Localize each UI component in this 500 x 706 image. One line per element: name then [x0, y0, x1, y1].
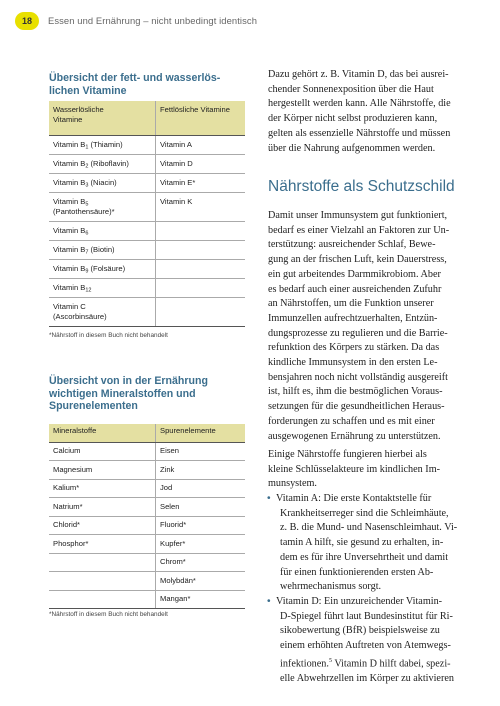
mineral-cell: Calcium [49, 442, 156, 461]
water-soluble-cell: Vitamin $B_5$ (Pantothensäure)* [49, 192, 156, 221]
mineral-cell [49, 553, 156, 572]
table-row [49, 154, 245, 173]
mineral-cell: Kalium* [49, 479, 156, 498]
fat-soluble-cell [156, 240, 246, 259]
column-header-minerals: Mineralstoffe [49, 424, 156, 442]
table-row [49, 221, 245, 240]
fat-soluble-cell [156, 297, 246, 326]
mineral-cell: Phosphor* [49, 535, 156, 554]
bullet-icon: • [267, 493, 271, 504]
trace-element-cell: Jod [156, 479, 246, 498]
running-head: Essen und Ernährung – nicht unbedingt identisch [48, 15, 258, 26]
footnote-reference: 5 [328, 657, 332, 664]
fat-soluble-cell: Vitamin K [156, 192, 246, 221]
mineral-cell [49, 590, 156, 609]
table-row [49, 259, 245, 278]
section-heading: Nährstoffe als Schutzschild [268, 178, 455, 195]
table-row [49, 297, 245, 326]
table-row [49, 535, 245, 554]
table-row [49, 516, 245, 535]
page-number: 18 [15, 12, 39, 30]
fat-soluble-cell: Vitamin D [156, 154, 246, 173]
column-header-trace-elements: Spurenelemente [156, 424, 246, 442]
mineral-cell [49, 572, 156, 591]
trace-element-cell: Fluorid* [156, 516, 246, 535]
fat-soluble-cell: Vitamin A [156, 135, 246, 154]
water-soluble-cell: Vitamin $B_3$ (Niacin) [49, 173, 156, 192]
page-header [0, 0, 500, 34]
table-row [49, 461, 245, 480]
trace-element-cell: Eisen [156, 442, 246, 461]
table-row [49, 135, 245, 154]
table-row [49, 479, 245, 498]
water-soluble-cell: Vitamin $B_9$ (Folsäure) [49, 259, 156, 278]
intro-paragraph: Dazu gehört z. B. Vitamin D, das bei ausrei- chender Sonnenexposition über die Haut hergestellt werden kann. Alle Nährstoffe, die der Körper nicht selbst produzieren kann, gelten als essenzielle Nährstoffe und müssen über die Nahrung aufgenommen werden. [268, 69, 451, 154]
trace-element-cell: Zink [156, 461, 246, 480]
minerals-table-title: Übersicht von in der Ernährung wichtigen Mineralstoffen und Spurenelementen [49, 375, 208, 412]
column-header-fat-soluble: Fettlösliche Vitamine [156, 101, 246, 135]
minerals-footnote: *Nährstoff in diesem Buch nicht behandelt [49, 611, 168, 618]
minerals-table [49, 424, 245, 609]
vitamins-table-title: Übersicht der fett- und wasserlös- lichen Vitamine [49, 72, 221, 97]
table-row [49, 173, 245, 192]
water-soluble-cell: Vitamin C (Ascorbinsäure) [49, 297, 156, 326]
table-row [49, 498, 245, 517]
trace-element-cell: Mangan* [156, 590, 246, 609]
fat-soluble-cell [156, 259, 246, 278]
paragraph-key-nutrients: Einige Nährstoffe fungieren hierbei als kleine Schlüsselakteure im kindlichen Im- munsystem. [268, 449, 441, 490]
water-soluble-cell: Vitamin $B_1$ (Thiamin) [49, 135, 156, 154]
table-row [49, 442, 245, 461]
mineral-cell: Natrium* [49, 498, 156, 517]
table-row [49, 192, 245, 221]
trace-element-cell: Molybdän* [156, 572, 246, 591]
water-soluble-cell: Vitamin $B_2$ (Riboflavin) [49, 154, 156, 173]
table-row [49, 278, 245, 297]
fat-soluble-cell [156, 278, 246, 297]
bullet-vitamin-d: • Vitamin D: Ein unzureichender Vitamin- D-Spiegel führt laut Bundesinstitut für Ri- sikobewertung (BfR) beispielsweise zu einem erhöhten Auftreten von Atemwegs- infektionen.$^5$ Vitamin D hilft dabei, spezi- elle Abwehrzellen im Körper zu aktivieren [267, 596, 454, 684]
trace-element-cell: Kupfer* [156, 535, 246, 554]
mineral-cell: Magnesium [49, 461, 156, 480]
column-header-water-soluble: Wasserlösliche Vitamine [49, 101, 156, 135]
table-row [49, 590, 245, 609]
fat-soluble-cell: Vitamin E* [156, 173, 246, 192]
table-row [49, 553, 245, 572]
water-soluble-cell: Vitamin $B_6$ [49, 221, 156, 240]
bullet-icon: • [267, 596, 271, 607]
water-soluble-cell: Vitamin $B_7$ (Biotin) [49, 240, 156, 259]
vitamins-table [49, 101, 245, 327]
fat-soluble-cell [156, 221, 246, 240]
paragraph-immune-system: Damit unser Immunsystem gut funktioniert, bedarf es einer Vielzahl an Faktoren zur Un- terstützung: ausreichender Schlaf, Bewe- gung an der frischen Luft, kein Dauerstress, ein gut arbeitendes Darmmikrobiom. Aber es bedarf auch einer ausreichenden Zufuhr an Nährstoffen, um die Funktion unserer Immunzellen aufrechtzuerhalten, Entzün- dungsprozesse zu regulieren und die Barrie- refunktion des Körpers zu stärken. Da das kindliche Immunsystem in den ersten Le- bensjahren noch nicht vollständig ausgereift ist, hilft es, ihm die bestmöglichen Voraus- setzungen für die gesundheitlichen Heraus- forderungen zu schaffen und es mit einer ausgewogenen Ernährung zu unterstützen. [268, 210, 450, 442]
trace-element-cell: Chrom* [156, 553, 246, 572]
table-row [49, 572, 245, 591]
trace-element-cell: Selen [156, 498, 246, 517]
vitamins-footnote: *Nährstoff in diesem Buch nicht behandelt [49, 332, 168, 339]
table-row [49, 240, 245, 259]
mineral-cell: Chlorid* [49, 516, 156, 535]
bullet-vitamin-a: • Vitamin A: Die erste Kontaktstelle für Krankheitserreger sind die Schleimhäute, z. B. die Mund- und Nasenschleimhaut. Vi- tamin A hilft, sie gesund zu erhalten, in- dem es für ihre Unversehrtheit und damit für einen funktionierenden ersten Ab- wehrmechanismus sorgt. [267, 493, 458, 593]
water-soluble-cell: Vitamin $B_{12}$ [49, 278, 156, 297]
